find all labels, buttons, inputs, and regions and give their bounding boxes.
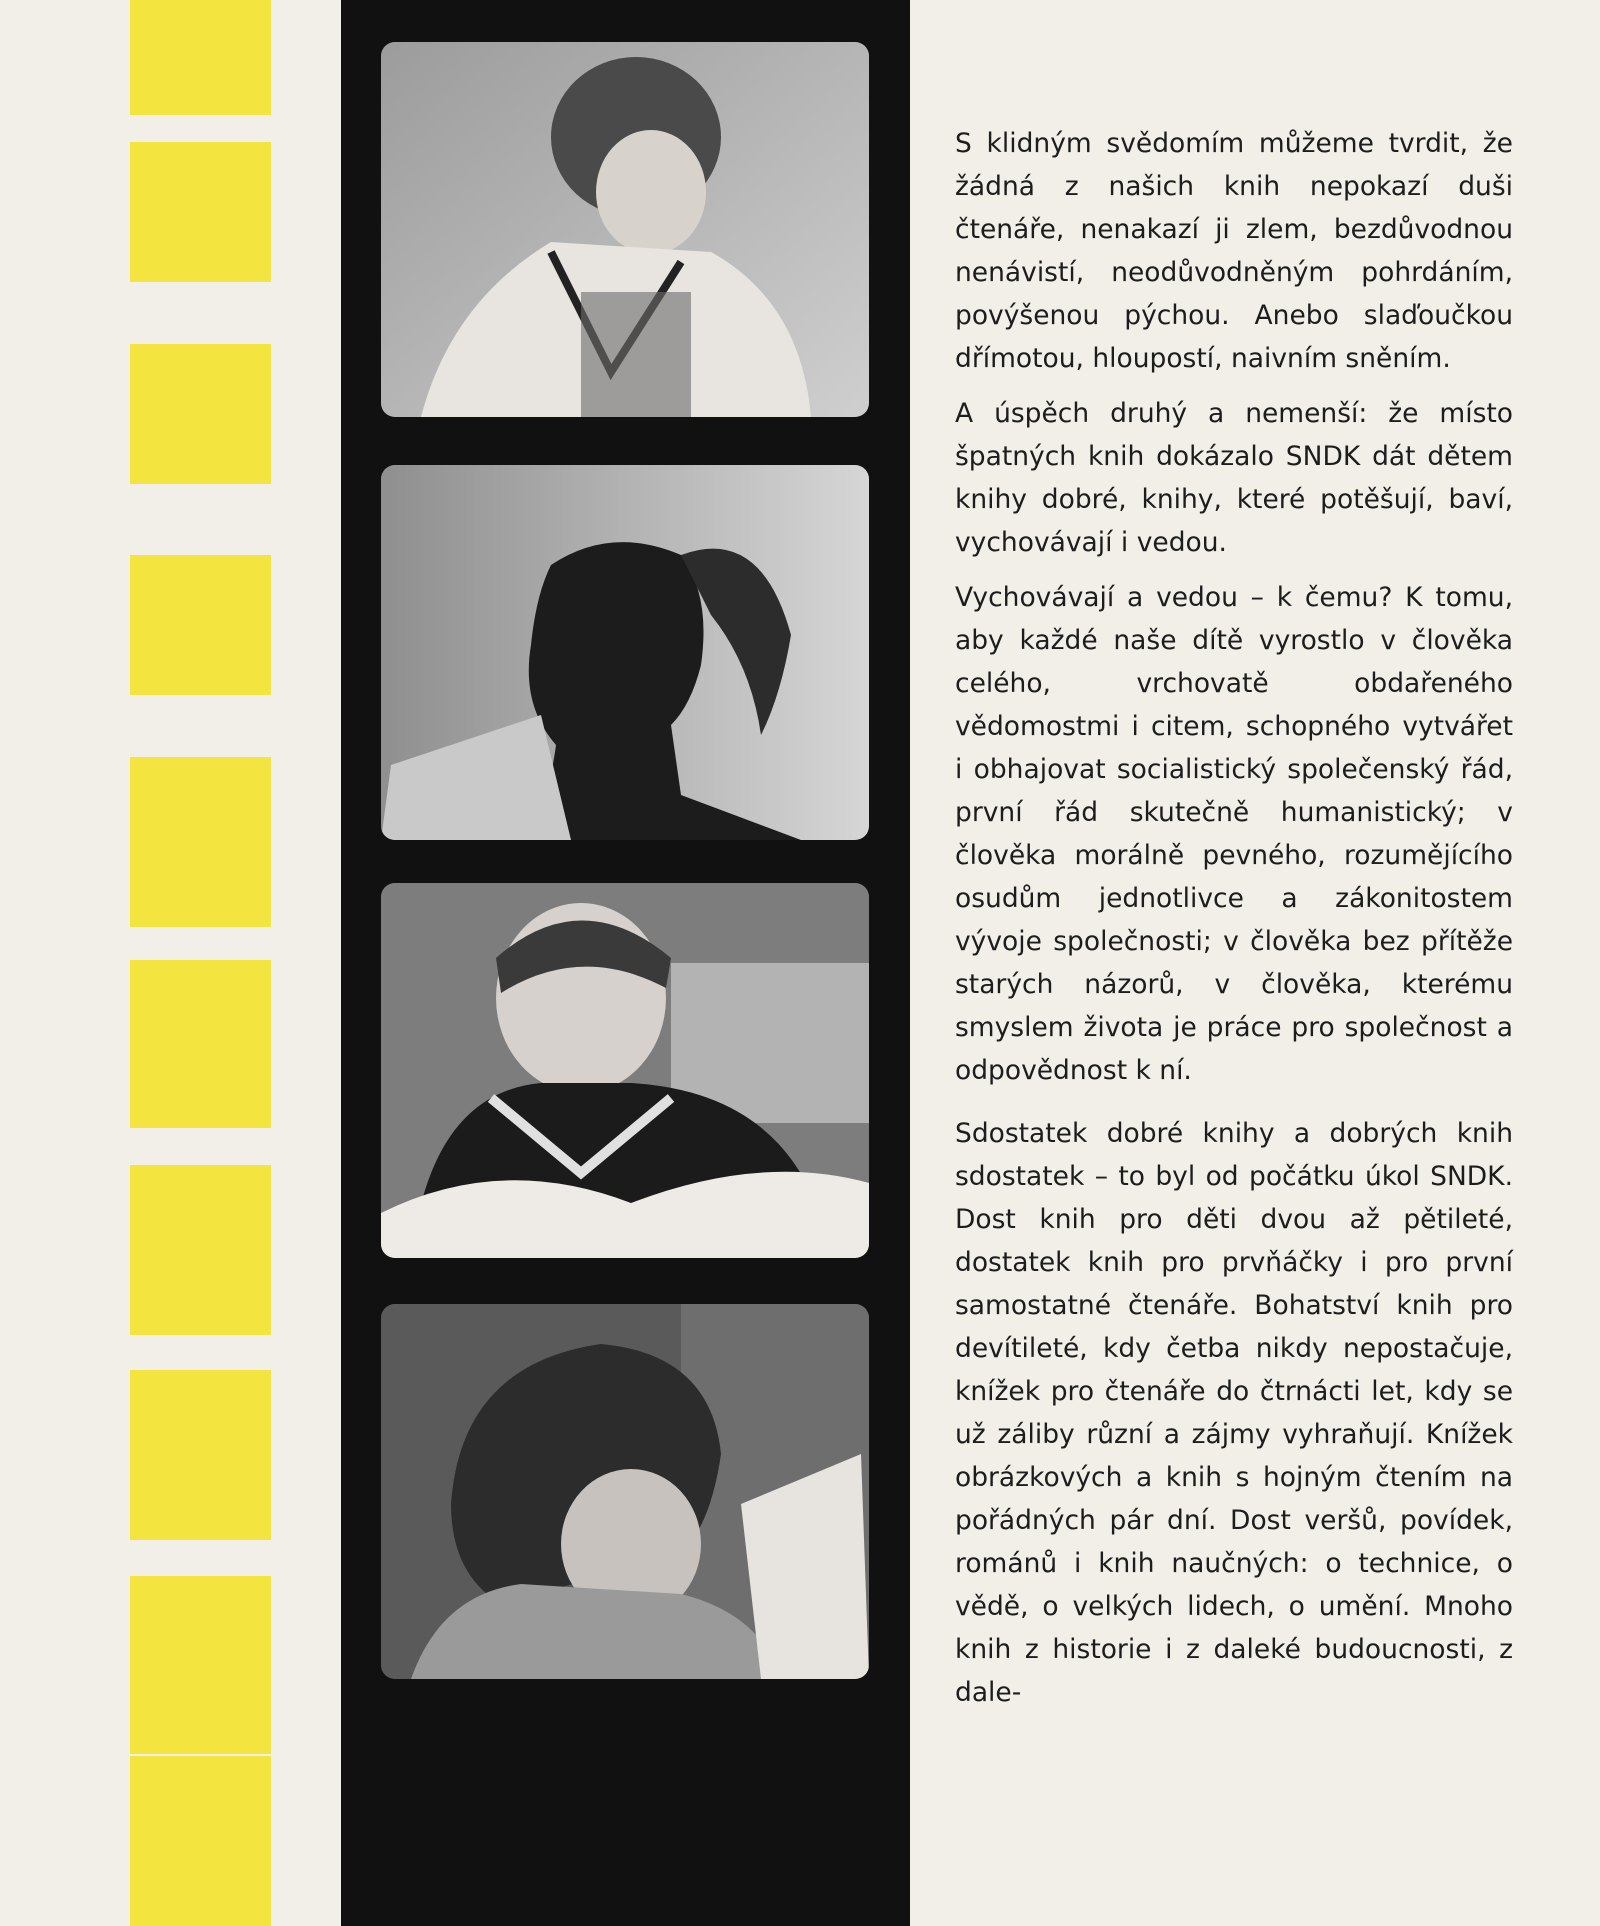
photo-frame-girl-silhouette [381,465,869,840]
boy-reading-photo-icon [381,883,869,1258]
photo-frame-boy-reading [381,883,869,1258]
yellow-block [130,142,271,282]
girl-reading-photo-icon [381,1304,869,1679]
yellow-block [130,757,271,927]
article-text [955,122,1513,1726]
yellow-margin-strip [0,0,290,1926]
yellow-block [130,344,271,484]
girl-silhouette-photo-icon [381,465,869,840]
photo-filmstrip [341,0,910,1926]
yellow-block [130,960,271,1128]
article-paragraph: S klidným svědomím můžeme tvrdit, že žádná z našich knih nepokazí duši čtenáře, nenakazí ji zlem, bezdůvodnou nenávistí, neodůvodněným pohrdáním, povýšenou pýchou. Anebo slaďoučkou dřímotou, hloupostí, naivním sněním. [955,128,1513,374]
yellow-block [130,1576,271,1754]
photo-frame-girl-reading [381,1304,869,1679]
yellow-block [130,0,271,115]
toddler-photo-icon [381,42,869,417]
article-paragraph: Sdostatek dobré knihy a dobrých knih sdostatek – to byl od počátku úkol SNDK. Dost knih pro děti dvou až pětileté, dostatek knih pro prvňáčky i pro první samostatné čtenáře. Bohatství knih pro devítileté, kdy četba nikdy nepostačuje, knížek pro čtenáře do čtrnácti let, kdy se už záliby různí a zájmy vyhraňují. Knížek obrázkových a knih s hojným čtením na pořádných pár dní. Dost veršů, povídek, románů i knih naučných: o technice, o vědě, o velkých lidech, o umění. Mnoho knih z historie i z daleké budoucnosti, z dale- [955,1118,1513,1708]
yellow-block [130,1165,271,1335]
yellow-block [130,1756,271,1926]
yellow-block [130,555,271,695]
yellow-block [130,1370,271,1540]
photo-frame-toddler [381,42,869,417]
article-paragraph: A úspěch druhý a nemenší: že místo špatných knih dokázalo SNDK dát dětem knihy dobré, knihy, které potěšují, baví, vychovávají i vedou. [955,398,1513,558]
article-paragraph: Vychovávají a vedou – k čemu? K tomu, aby každé naše dítě vyrostlo v člověka celého, vrchovatě obdařeného vědomostmi i citem, schopného vytvářet i obhajovat socialistický společenský řád, první řád skutečně humanistický; v člověka morálně pevného, rozumějícího osudům jednotlivce a zákonitostem vývoje společnosti; v člověka bez přítěže starých názorů, v člověka, kterému smyslem života je práce pro společnost a odpovědnost k ní. [955,582,1513,1086]
